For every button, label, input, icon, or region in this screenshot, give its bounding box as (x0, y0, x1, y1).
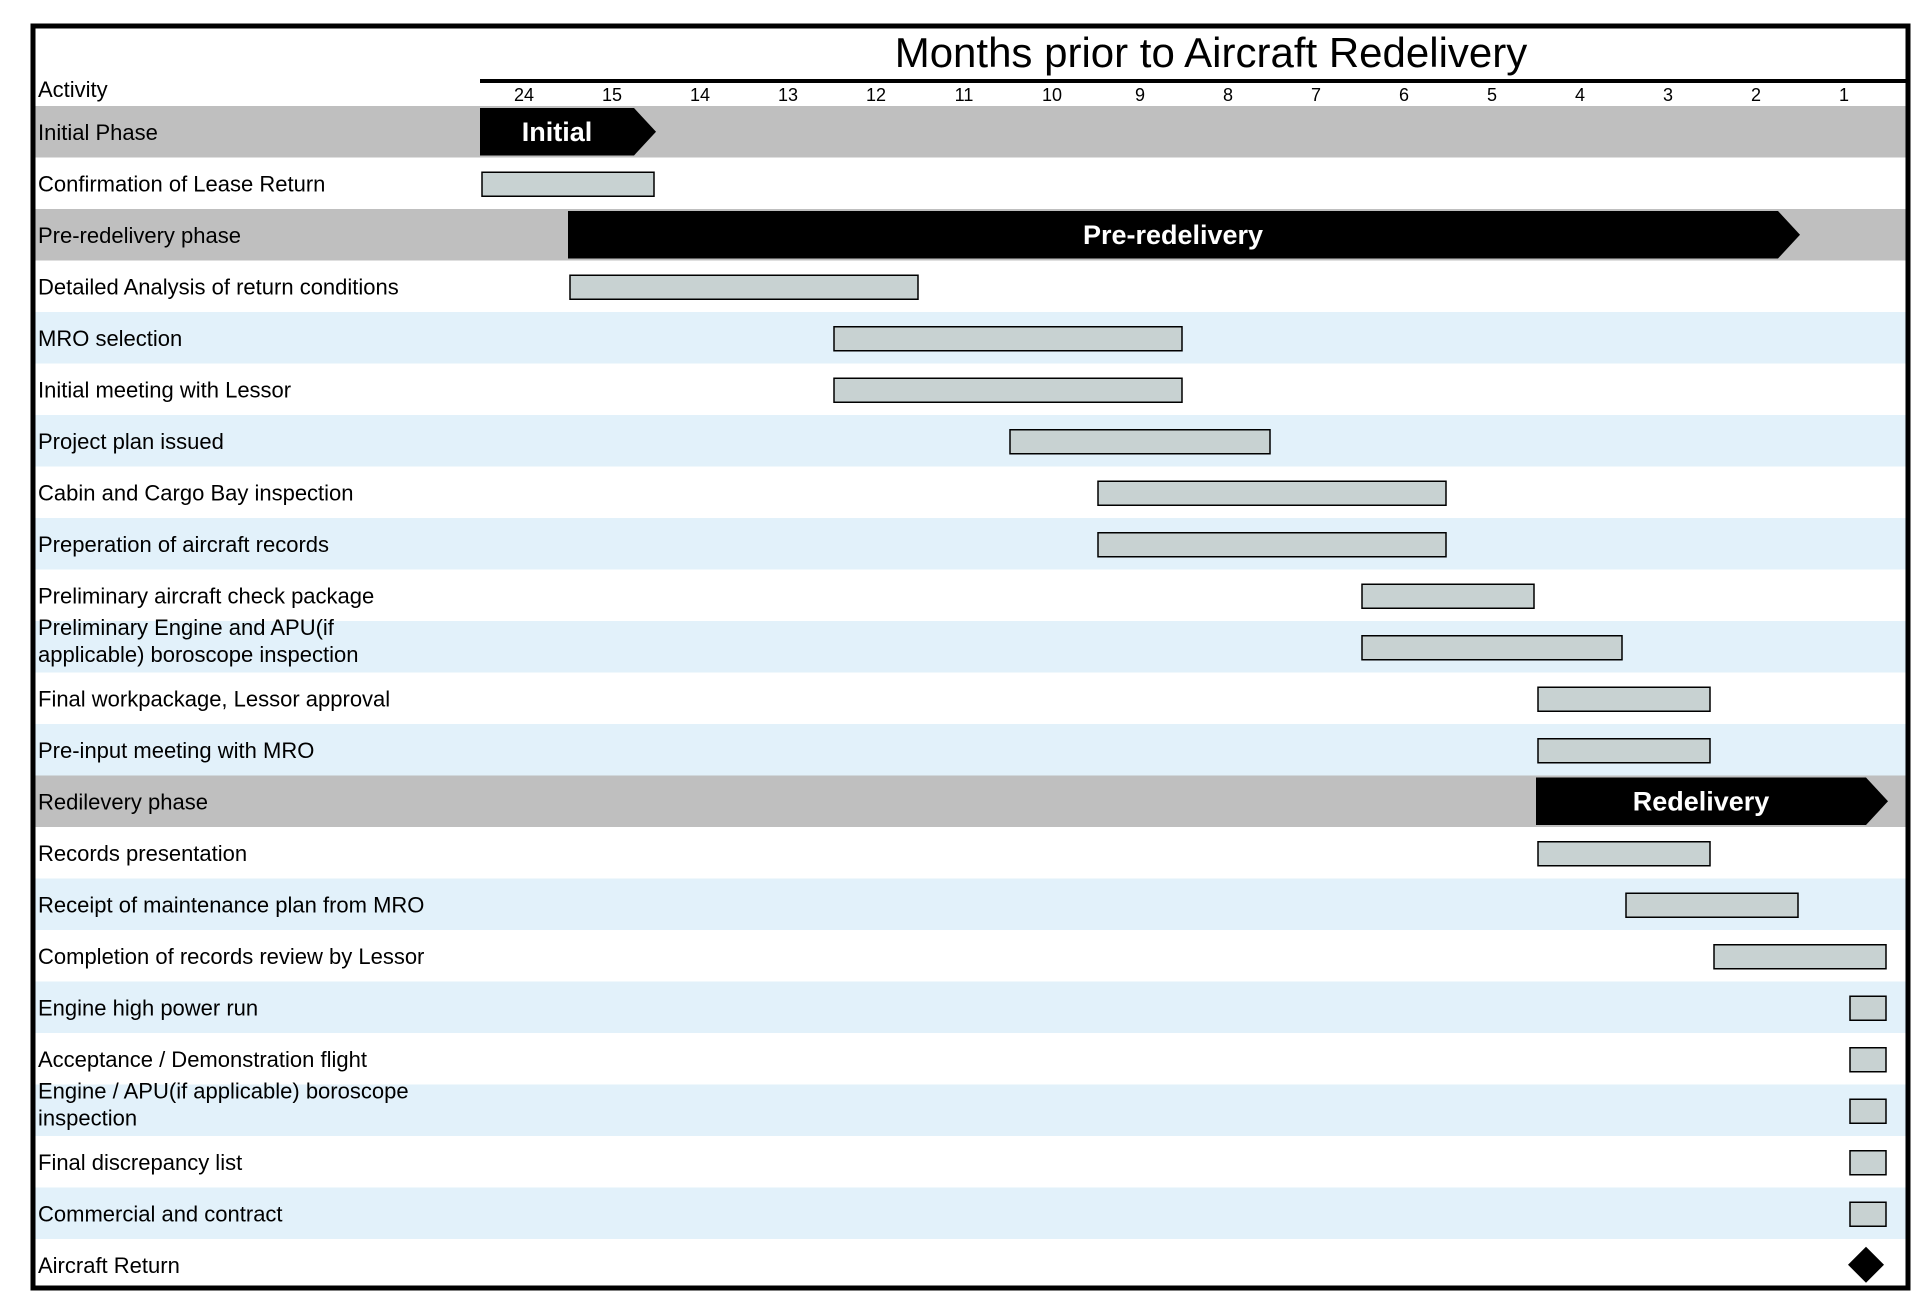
chart-title: Months prior to Aircraft Redelivery (894, 29, 1528, 76)
activity-label: Records presentation (38, 840, 248, 866)
month-tick-1: 1 (1838, 85, 1850, 105)
task-bar (1010, 430, 1270, 454)
activity-label: Initial Phase (38, 119, 158, 145)
activity-header: Activity (38, 77, 108, 102)
task-bar (482, 172, 654, 196)
activity-label-line: Engine / APU(if applicable) boroscope (38, 1078, 409, 1104)
activity-label: Confirmation of Lease Return (38, 171, 326, 197)
activity-label: Aircraft Return (38, 1252, 180, 1278)
phase-bar-label: Pre-redelivery (1082, 219, 1264, 250)
month-tick-13: 13 (777, 85, 799, 105)
task-bar (1538, 687, 1710, 711)
task-bar (1362, 636, 1622, 660)
activity-label: Pre-input meeting with MRO (38, 737, 315, 763)
month-tick-8: 8 (1222, 85, 1234, 105)
month-tick-10: 10 (1041, 85, 1063, 105)
activity-label: Detailed Analysis of return conditions (38, 274, 399, 300)
activity-label: Acceptance / Demonstration flight (38, 1046, 367, 1072)
activity-label: Redilevery phase (38, 789, 208, 815)
activity-label-line: applicable) boroscope inspection (38, 641, 359, 667)
row-band (35, 1188, 1906, 1240)
activity-label: Project plan issued (38, 428, 224, 454)
row-band (35, 982, 1906, 1034)
activity-label: Receipt of maintenance plan from MRO (38, 892, 425, 918)
month-tick-2: 2 (1750, 85, 1762, 105)
task-bar (1362, 584, 1534, 608)
month-tick-7: 7 (1310, 85, 1322, 105)
activity-label: Final workpackage, Lessor approval (38, 686, 391, 712)
month-tick-9: 9 (1134, 85, 1146, 105)
task-bar (1538, 739, 1710, 763)
task-bar (1850, 1048, 1886, 1072)
month-tick-4: 4 (1574, 85, 1586, 105)
activity-label: Completion of records review by Lessor (38, 943, 425, 969)
month-tick-5: 5 (1486, 85, 1498, 105)
row-band (35, 415, 1906, 467)
month-tick-6: 6 (1398, 85, 1410, 105)
task-bar (1850, 1202, 1886, 1226)
month-tick-3: 3 (1662, 85, 1674, 105)
task-bar (1850, 1099, 1886, 1123)
task-bar (1850, 1151, 1886, 1175)
activity-label: MRO selection (38, 325, 183, 351)
month-tick-11: 11 (954, 85, 974, 105)
activity-label: Engine high power run (38, 995, 259, 1021)
month-tick-12: 12 (865, 85, 887, 105)
month-tick-15: 15 (601, 85, 623, 105)
task-bar (570, 275, 918, 299)
activity-label: Cabin and Cargo Bay inspection (38, 480, 354, 506)
phase-row-band (35, 106, 1906, 158)
month-tick-24: 24 (513, 85, 535, 105)
phase-bar-label: Redelivery (1632, 786, 1770, 817)
activity-label-line: inspection (38, 1105, 138, 1131)
task-bar (1538, 842, 1710, 866)
activity-label: Pre-redelivery phase (38, 222, 241, 248)
task-bar (834, 327, 1182, 351)
activity-label: Preperation of aircraft records (38, 531, 330, 557)
activity-label-line: Preliminary Engine and APU(if (38, 614, 334, 640)
task-bar (1098, 481, 1446, 505)
activity-label: Commercial and contract (38, 1201, 283, 1227)
activity-label: Preliminary aircraft check package (38, 583, 375, 609)
phase-bar-label: Initial (521, 116, 593, 147)
task-bar (834, 378, 1182, 402)
task-bar (1098, 533, 1446, 557)
activity-label: Initial meeting with Lessor (38, 377, 292, 403)
task-bar (1714, 945, 1886, 969)
task-bar (1850, 996, 1886, 1020)
month-tick-14: 14 (689, 85, 711, 105)
task-bar (1626, 893, 1798, 917)
activity-label: Final discrepancy list (38, 1149, 243, 1175)
